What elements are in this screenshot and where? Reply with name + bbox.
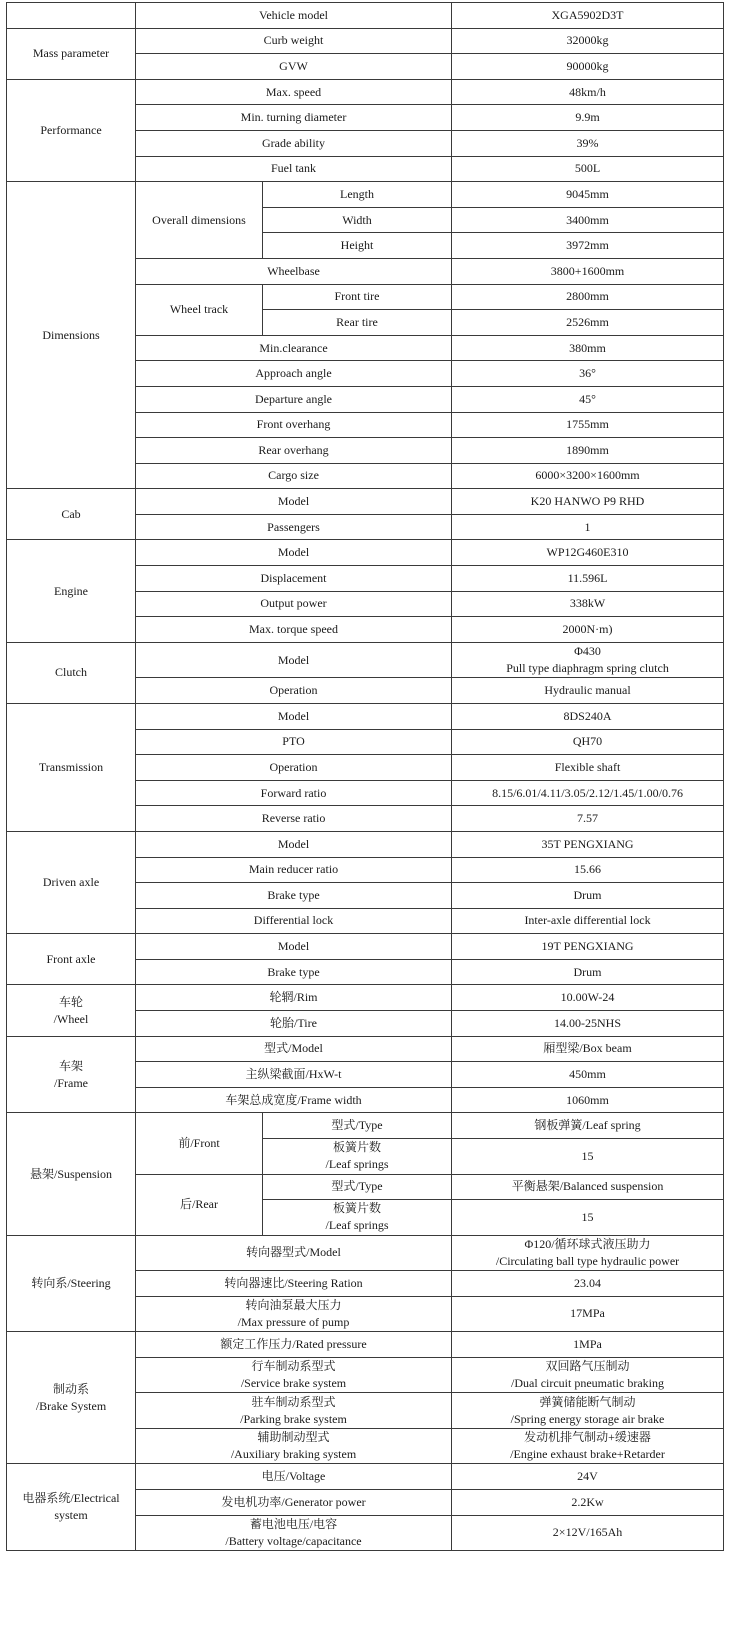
spec-table [6,2,724,1551]
label-curb-weight: Curb weight [136,28,452,54]
group-brake-line2: /Brake System [35,1398,107,1413]
group-performance: Performance [7,79,136,181]
label-driven-axle-model: Model [136,831,452,857]
value-front-tire: 2800mm [452,284,724,310]
label-generator-power: 发电机功率/Generator power [136,1489,452,1515]
value-differential-lock: Inter-axle differential lock [452,908,724,934]
value-steering-model-line1: Φ120/循环球式液压助力 [524,1236,651,1251]
label-auxiliary-brake-line1: 辅助制动型式 [257,1430,330,1445]
label-battery [136,1515,452,1551]
value-generator-power: 2.2Kw [452,1489,724,1515]
value-parking-brake [452,1393,724,1429]
label-parking-brake [136,1393,452,1429]
label-cab-model: Model [136,489,452,515]
group-wheel [7,985,136,1036]
label-min-clearance: Min.clearance [136,335,452,361]
label-reverse-ratio: Reverse ratio [136,806,452,832]
subgroup-wheel-track: Wheel track [136,284,263,335]
row-rim [7,985,724,1011]
label-approach-angle: Approach angle [136,361,452,387]
value-auxiliary-brake-line2: /Engine exhaust brake+Retarder [510,1447,665,1462]
row-curb-weight [7,28,724,54]
row-rated-pressure [7,1332,724,1358]
label-battery-line2: /Battery voltage/capacitance [225,1533,362,1548]
value-cargo-size: 6000×3200×1600mm [452,463,724,489]
label-front-leaf-springs-line1: 板簧片数 [333,1140,382,1155]
value-curb-weight: 32000kg [452,28,724,54]
value-output-power: 338kW [452,591,724,617]
label-frame-model: 型式/Model [136,1036,452,1062]
value-frame-model: 厢型梁/Box beam [452,1036,724,1062]
label-output-power: Output power [136,591,452,617]
value-front-leaf-springs: 15 [452,1139,724,1175]
value-cab-model: K20 HANWO P9 RHD [452,489,724,515]
label-rear-leaf-springs-line2: /Leaf springs [325,1218,389,1233]
label-height: Height [263,233,452,259]
label-frame-section: 主纵梁截面/HxW-t [136,1062,452,1088]
row-transmission-model [7,703,724,729]
group-wheel-line1: 车轮 [58,994,83,1009]
value-displacement: 11.596L [452,566,724,592]
value-reverse-ratio: 7.57 [452,806,724,832]
row-frame-model [7,1036,724,1062]
row-cab-model [7,489,724,515]
group-frame-line1: 车架 [58,1058,83,1073]
row-front-susp-type [7,1113,724,1139]
value-frame-section: 450mm [452,1062,724,1088]
group-engine: Engine [7,540,136,642]
label-rear-tire: Rear tire [263,310,452,336]
group-electrical-line1: 电器系统/Electrical [22,1491,120,1506]
label-front-leaf-springs [263,1139,452,1175]
label-rear-overhang: Rear overhang [136,438,452,464]
label-wheelbase: Wheelbase [136,258,452,284]
subgroup-rear-suspension: 后/Rear [136,1174,263,1235]
label-pump-pressure-line2: /Max pressure of pump [237,1314,350,1329]
group-clutch: Clutch [7,642,136,703]
label-cargo-size: Cargo size [136,463,452,489]
value-transmission-operation: Flexible shaft [452,755,724,781]
value-forward-ratio: 8.15/6.01/4.11/3.05/2.12/1.45/1.00/0.76 [452,780,724,806]
label-front-axle-model: Model [136,934,452,960]
label-voltage: 电压/Voltage [136,1464,452,1490]
group-brake-line1: 制动系 [52,1381,89,1396]
label-front-tire: Front tire [263,284,452,310]
label-departure-angle: Departure angle [136,386,452,412]
label-length: Length [263,182,452,208]
label-battery-line1: 蓄电池电压/电容 [249,1516,338,1531]
value-fuel-tank: 500L [452,156,724,182]
group-frame-line2: /Frame [54,1075,88,1090]
value-turning-diameter: 9.9m [452,105,724,131]
label-pump-pressure-line1: 转向油泵最大压力 [245,1297,342,1312]
value-front-overhang: 1755mm [452,412,724,438]
value-battery: 2×12V/165Ah [452,1515,724,1551]
label-pto: PTO [136,729,452,755]
value-main-reducer-ratio: 15.66 [452,857,724,883]
label-pump-pressure [136,1296,452,1332]
value-frame-width: 1060mm [452,1087,724,1113]
group-frame [7,1036,136,1113]
value-wheelbase: 3800+1600mm [452,258,724,284]
label-auxiliary-brake [136,1428,452,1464]
value-width: 3400mm [452,207,724,233]
value-rear-leaf-springs: 15 [452,1200,724,1236]
value-rim: 10.00W-24 [452,985,724,1011]
value-engine-model: WP12G460E310 [452,540,724,566]
value-parking-brake-line1: 弹簧储能断气制动 [539,1394,636,1409]
value-max-torque: 2000N·m) [452,617,724,643]
value-gvw: 90000kg [452,54,724,80]
value-height: 3972mm [452,233,724,259]
value-max-speed: 48km/h [452,79,724,105]
value-auxiliary-brake-line1: 发动机排气制动+缓速器 [524,1430,651,1445]
label-clutch-model: Model [136,642,452,678]
label-auxiliary-brake-line2: /Auxiliary braking system [230,1447,357,1462]
row-clutch-model [7,642,724,678]
value-service-brake-line1: 双回路气压制动 [545,1359,630,1374]
value-rear-susp-type: 平衡悬架/Balanced suspension [452,1174,724,1200]
label-passengers: Passengers [136,514,452,540]
label-front-leaf-springs-line2: /Leaf springs [325,1157,389,1172]
corner-cell [7,3,136,29]
value-passengers: 1 [452,514,724,540]
group-electrical-system [7,1464,136,1551]
value-driven-axle-model: 35T PENGXIANG [452,831,724,857]
group-brake-system [7,1332,136,1464]
label-max-speed: Max. speed [136,79,452,105]
value-parking-brake-line2: /Spring energy storage air brake [510,1411,665,1426]
value-pump-pressure: 17MPa [452,1296,724,1332]
row-driven-axle-model [7,831,724,857]
label-driven-brake-type: Brake type [136,883,452,909]
value-driven-brake-type: Drum [452,883,724,909]
value-vehicle-model: XGA5902D3T [452,3,724,29]
group-transmission: Transmission [7,703,136,831]
subgroup-front-suspension: 前/Front [136,1113,263,1174]
row-steering-model [7,1235,724,1271]
value-min-clearance: 380mm [452,335,724,361]
group-steering: 转向系/Steering [7,1235,136,1332]
group-cab: Cab [7,489,136,540]
row-length [7,182,724,208]
label-service-brake-line1: 行车制动系型式 [251,1359,336,1374]
label-rear-susp-type: 型式/Type [263,1174,452,1200]
label-main-reducer-ratio: Main reducer ratio [136,857,452,883]
value-rear-tire: 2526mm [452,310,724,336]
label-clutch-operation: Operation [136,678,452,704]
value-pto: QH70 [452,729,724,755]
label-rim: 轮辋/Rim [136,985,452,1011]
value-service-brake [452,1357,724,1393]
value-voltage: 24V [452,1464,724,1490]
group-driven-axle: Driven axle [7,831,136,933]
value-clutch-model-line1: Φ430 [574,644,601,659]
value-steering-ratio: 23.04 [452,1271,724,1297]
value-tire: 14.00-25NHS [452,1011,724,1037]
label-max-torque: Max. torque speed [136,617,452,643]
value-clutch-operation: Hydraulic manual [452,678,724,704]
label-front-susp-type: 型式/Type [263,1113,452,1139]
group-mass-parameter: Mass parameter [7,28,136,79]
label-front-brake-type: Brake type [136,959,452,985]
group-dimensions: Dimensions [7,182,136,489]
label-engine-model: Model [136,540,452,566]
label-differential-lock: Differential lock [136,908,452,934]
row-front-axle-model [7,934,724,960]
label-parking-brake-line2: /Parking brake system [240,1411,347,1426]
value-transmission-model: 8DS240A [452,703,724,729]
row-voltage [7,1464,724,1490]
value-front-susp-type: 钢板弹簧/Leaf spring [452,1113,724,1139]
value-rear-overhang: 1890mm [452,438,724,464]
label-forward-ratio: Forward ratio [136,780,452,806]
label-front-overhang: Front overhang [136,412,452,438]
value-auxiliary-brake [452,1428,724,1464]
label-parking-brake-line1: 驻车制动系型式 [251,1394,336,1409]
value-clutch-model [452,642,724,678]
label-service-brake-line2: /Service brake system [240,1376,347,1391]
value-grade-ability: 39% [452,130,724,156]
label-rated-pressure: 额定工作压力/Rated pressure [136,1332,452,1358]
value-approach-angle: 36° [452,361,724,387]
row-engine-model [7,540,724,566]
label-transmission-model: Model [136,703,452,729]
label-rear-leaf-springs [263,1200,452,1236]
label-grade-ability: Grade ability [136,130,452,156]
row-vehicle-model [7,3,724,29]
value-front-brake-type: Drum [452,959,724,985]
value-steering-model [452,1235,724,1271]
value-length: 9045mm [452,182,724,208]
group-front-axle: Front axle [7,934,136,985]
label-service-brake [136,1357,452,1393]
value-service-brake-line2: /Dual circuit pneumatic braking [511,1376,664,1391]
value-clutch-model-line2: Pull type diaphragm spring clutch [506,661,669,676]
group-suspension: 悬架/Suspension [7,1113,136,1235]
label-steering-ratio: 转向器速比/Steering Ration [136,1271,452,1297]
value-front-axle-model: 19T PENGXIANG [452,934,724,960]
label-vehicle-model: Vehicle model [136,3,452,29]
group-electrical-line2: system [54,1508,88,1523]
label-frame-width: 车架总成宽度/Frame width [136,1087,452,1113]
label-rear-leaf-springs-line1: 板簧片数 [333,1201,382,1216]
row-max-speed [7,79,724,105]
label-displacement: Displacement [136,566,452,592]
value-departure-angle: 45° [452,386,724,412]
subgroup-overall-dimensions: Overall dimensions [136,182,263,259]
value-rated-pressure: 1MPa [452,1332,724,1358]
label-transmission-operation: Operation [136,755,452,781]
label-turning-diameter: Min. turning diameter [136,105,452,131]
label-tire: 轮胎/Tire [136,1011,452,1037]
value-steering-model-line2: /Circulating ball type hydraulic power [495,1253,680,1268]
label-width: Width [263,207,452,233]
label-steering-model: 转向器型式/Model [136,1235,452,1271]
label-gvw: GVW [136,54,452,80]
group-wheel-line2: /Wheel [53,1011,89,1026]
label-fuel-tank: Fuel tank [136,156,452,182]
